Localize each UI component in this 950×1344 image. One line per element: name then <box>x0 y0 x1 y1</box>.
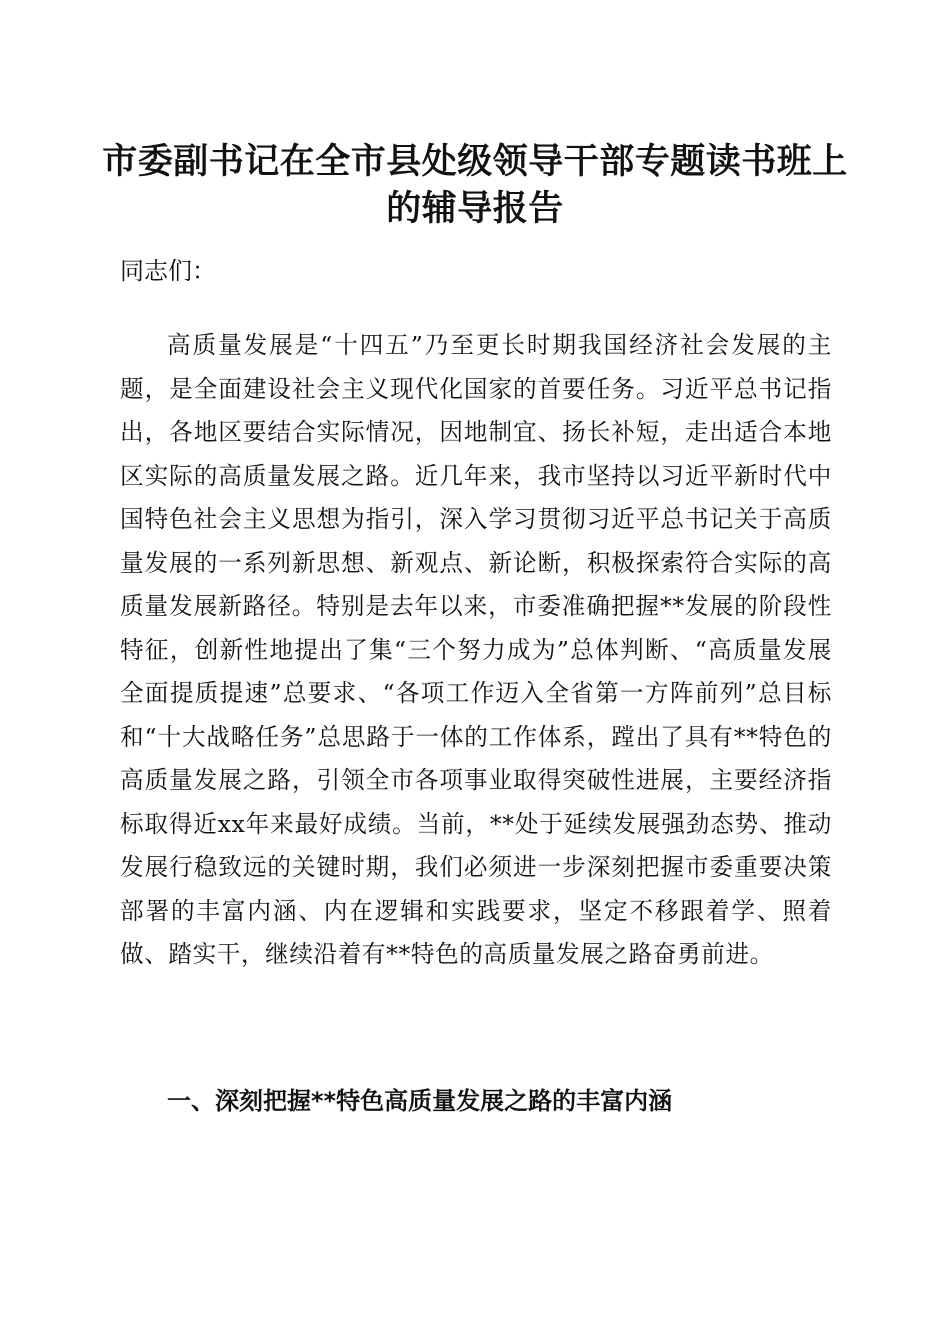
salutation: 同志们： <box>120 257 216 285</box>
section-heading: 一、深刻把握**特色高质量发展之路的丰富内涵 <box>167 1087 673 1115</box>
body-paragraph: 高质量发展是“十四五”乃至更长时期我国经济社会发展的主题，是全面建设社会主义现代化国家的首要任务。习近平总书记指出，各地区要结合实际情况，因地制宜、扬长补短，走出适合本地区实际的高质量发展之路。近几年来，我市坚持以习近平新时代中国特色社会主义思想为指引，深入学习贯彻习近平总书记关于高质量发展的一系列新思想、新观点、新论断，积极探索符合实际的高质量发展新路径。特别是去年以来，市委准确把握**发展的阶段性特征，创新性地提出了集“三个努力成为”总体判断、“高质量发展全面提质提速”总要求、“各项工作迈入全省第一方阵前列”总目标和“十大战略任务”总思路于一体的工作体系，蹚出了具有**特色的高质量发展之路，引领全市各项事业取得突破性进展，主要经济指标取得近xx年来最好成绩。当前，**处于延续发展强劲态势、推动发展行稳致远的关键时期，我们必须进一步深刻把握市委重要决策部署的丰富内涵、内在逻辑和实践要求，坚定不移跟着学、照着做、踏实干，继续沿着有**特色的高质量发展之路奋勇前进。 <box>120 331 832 968</box>
document-title: 市委副书记在全市县处级领导干部专题读书班上的辅导报告 <box>102 141 848 229</box>
